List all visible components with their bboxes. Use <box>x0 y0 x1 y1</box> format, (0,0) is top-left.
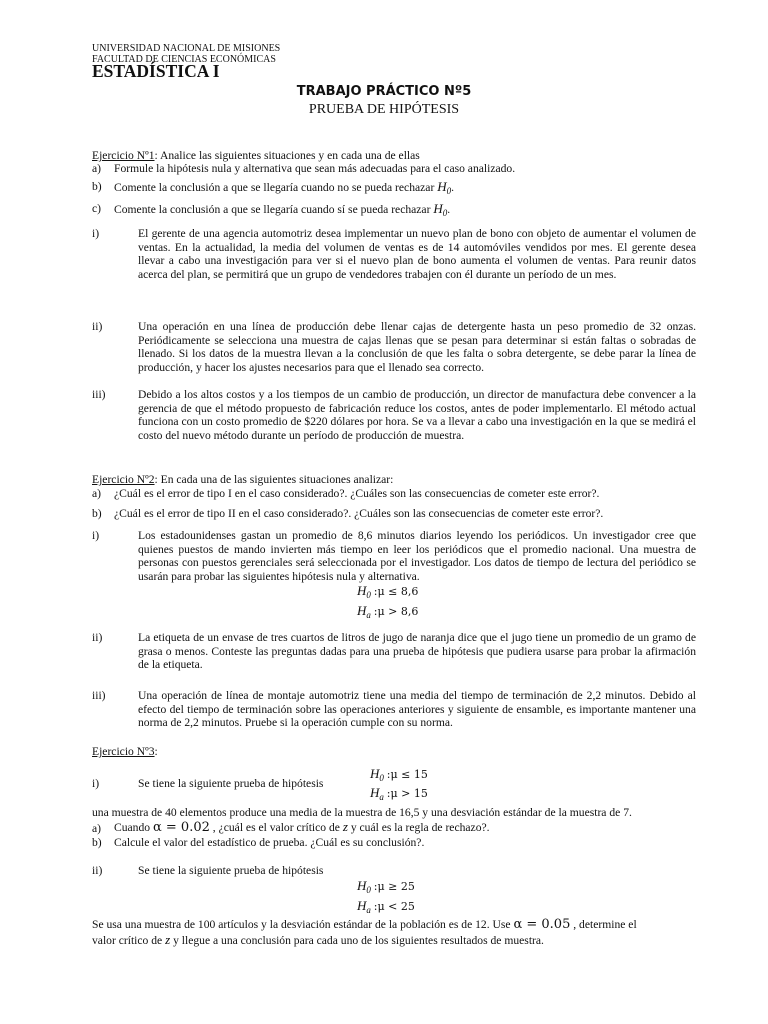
university-name: UNIVERSIDAD NACIONAL DE MISIONES <box>92 43 281 54</box>
ex3-i-h0: $H_0$ :μ ≤ 15 <box>370 766 428 783</box>
ex2-heading <box>92 473 393 487</box>
ex1-b-text: Comente la conclusión a que se llegaría cuando no se pueda rechazar <box>114 181 435 194</box>
ex3-b-marker: b) <box>92 836 102 849</box>
alpha-value: α = 0.05 <box>513 917 571 932</box>
ex1-c-marker: c) <box>92 202 102 215</box>
ex2-ii-marker: ii) <box>92 631 103 644</box>
ex3-heading: Ejercicio Nº3: <box>92 745 158 758</box>
ex1-a-text: Formule la hipótesis nula y alternativa que sean más adecuadas para el caso analizado. <box>114 162 516 175</box>
ex3-ii-text: Se tiene la siguiente prueba de hipótesis <box>138 864 324 877</box>
ex1-a-marker: a) <box>92 162 102 175</box>
ex2-b-marker: b) <box>92 507 102 520</box>
ex2-b-text: ¿Cuál es el error de tipo II en el caso considerado?. ¿Cuáles son las consecuencias de cometer este error?. <box>114 507 604 520</box>
ex1-intro: : Analice las siguientes situaciones y en cada una de ellas <box>154 149 420 162</box>
ex3-a-line: Cuando α = 0.02 , ¿cuál es el valor crítico de z y cuál es la regla de rechazo?. <box>114 819 490 835</box>
ex2-intro: : En cada una de las siguientes situaciones analizar: <box>154 473 394 486</box>
ex3-ii-h0: $H_0$ :μ ≥ 25 <box>357 878 415 895</box>
ex1-b-marker: b) <box>92 180 102 193</box>
ex1-b-line: Comente la conclusión a que se llegaría cuando no se pueda rechazar $H_0$. <box>114 179 455 196</box>
document-subtitle: PRUEBA DE HIPÓTESIS <box>308 102 460 117</box>
ex2-i-marker: i) <box>92 529 100 542</box>
ex3-label: Ejercicio Nº3 <box>92 745 155 758</box>
ex1-label: Ejercicio Nº1 <box>92 149 155 162</box>
ex2-h0: $H_0$ :μ ≤ 8,6 <box>357 583 419 600</box>
document-title: TRABAJO PRÁCTICO Nº5 <box>296 84 472 99</box>
ex1-iii-marker: iii) <box>92 388 106 401</box>
ex1-ii-marker: ii) <box>92 320 103 333</box>
ex2-a-marker: a) <box>92 487 102 500</box>
ex2-a-text: ¿Cuál es el error de tipo I en el caso considerado?. ¿Cuáles son las consecuencias de cometer este error?. <box>114 487 600 500</box>
ex1-c-text: Comente la conclusión a que se llegaría cuando sí se pueda rechazar <box>114 203 431 216</box>
ex1-heading <box>92 149 420 163</box>
ex3-i-marker: i) <box>92 777 100 790</box>
ex1-i-text: El gerente de una agencia automotriz desea implementar un nuevo plan de bono con objeto de aumentar el volumen de ventas. En la actualidad, la media del volumen de ventas es de 14 automóviles vendidos por mes. El gerente desea llevar a cabo una investigación para ver si el nuevo plan de bono aumenta el volumen de ventas. Para reunir datos acerca del plan, se permitirá que un grupo de vendedores trabajen con él durante un período de un mes. <box>138 227 696 281</box>
ex3-ii-ha: $H_a$ :μ < 25 <box>357 898 415 915</box>
ex1-iii-text: Debido a los altos costos y a los tiempos de un cambio de producción, un director de manufactura debe convencer a la gerencia de que el método propuesto de fabricación reduce los costos, antes de poder implementarlo. El método actual funciona con un costo promedio de $220 dólares por hora. Se va a llevar a cabo una investigación en la que se medirá el costo del nuevo método durante un período de producción de muestra. <box>138 388 696 442</box>
h0-symbol: $H_0$ <box>437 179 452 196</box>
ex2-ii-text: La etiqueta de un envase de tres cuartos de litros de jugo de naranja dice que el jugo tiene un promedio de un gramo de grasa o menos. Conteste las preguntas dadas para una prueba de hipótesis que pudiera usarse para probar la afirmación de la etiqueta. <box>138 631 696 672</box>
ex2-ha: $H_a$ :μ > 8,6 <box>357 603 419 620</box>
ex1-c-line: Comente la conclusión a que se llegaría cuando sí se pueda rechazar $H_0$. <box>114 201 451 218</box>
ex3-i-text: Se tiene la siguiente prueba de hipótesis <box>138 777 324 790</box>
ex1-ii-text: Una operación en una línea de producción debe llenar cajas de detergente hasta un peso promedio de 32 onzas. Periódicamente se selecciona una muestra de cajas llenas que se pesan para determinar si están faltas o sobradas de llenado. Si los datos de la muestra llevan a la conclusión de que les falta o sobra detergente, se debe parar la línea de producción, y hacer los ajustes necesarios para que el llenado sea correcto. <box>138 320 696 374</box>
ex3-b-text: Calcule el valor del estadístico de prueba. ¿Cuál es su conclusión?. <box>114 836 425 849</box>
h0-symbol: $H_0$ <box>433 201 448 218</box>
course-name: ESTADÍSTICA I <box>92 61 220 81</box>
ex2-iii-marker: iii) <box>92 689 106 702</box>
ex2-label: Ejercicio Nº2 <box>92 473 155 486</box>
ex3-ii-line1: Se usa una muestra de 100 artículos y la desviación estándar de la población es de 12. Use α = 0.05 , determine el <box>92 917 637 932</box>
ex3-ii-marker: ii) <box>92 864 103 877</box>
ex3-a-marker: a) <box>92 822 102 835</box>
ex2-i-text: Los estadounidenses gastan un promedio de 8,6 minutos diarios leyendo los periódicos. Un investigador cree que quienes puestos de mando invierten más tiempo en leer los periódicos que el promedio nacional. Una muestra de personas con puestos gerenciales será seleccionada por el investigador. Los datos de tiempo de lectura del periódico se usarán para probar las siguientes hipótesis nula y alternativa. <box>138 529 696 583</box>
ex3-i-ha: $H_a$ :μ > 15 <box>370 785 428 802</box>
ex3-i-sample: una muestra de 40 elementos produce una media de la muestra de 16,5 y una desviación estándar de la muestra de 7. <box>92 806 632 819</box>
faculty-name: FACULTAD DE CIENCIAS ECONÓMICAS <box>92 54 276 65</box>
ex1-i-marker: i) <box>92 227 100 240</box>
ex3-ii-line2: valor crítico de z y llegue a una conclusión para cada uno de los siguientes resultados de muestra. <box>92 932 544 947</box>
alpha-value: α = 0.02 <box>152 820 210 835</box>
ex2-iii-text: Una operación de línea de montaje automotriz tiene una media del tiempo de terminación de 2,2 minutos. Debido al efecto del tiempo de terminación sobre las operaciones anteriores y siguiente de ensamble, es importante mantener una norma de 2,2 minutos. Pruebe si la operación cumple con su norma. <box>138 689 696 730</box>
